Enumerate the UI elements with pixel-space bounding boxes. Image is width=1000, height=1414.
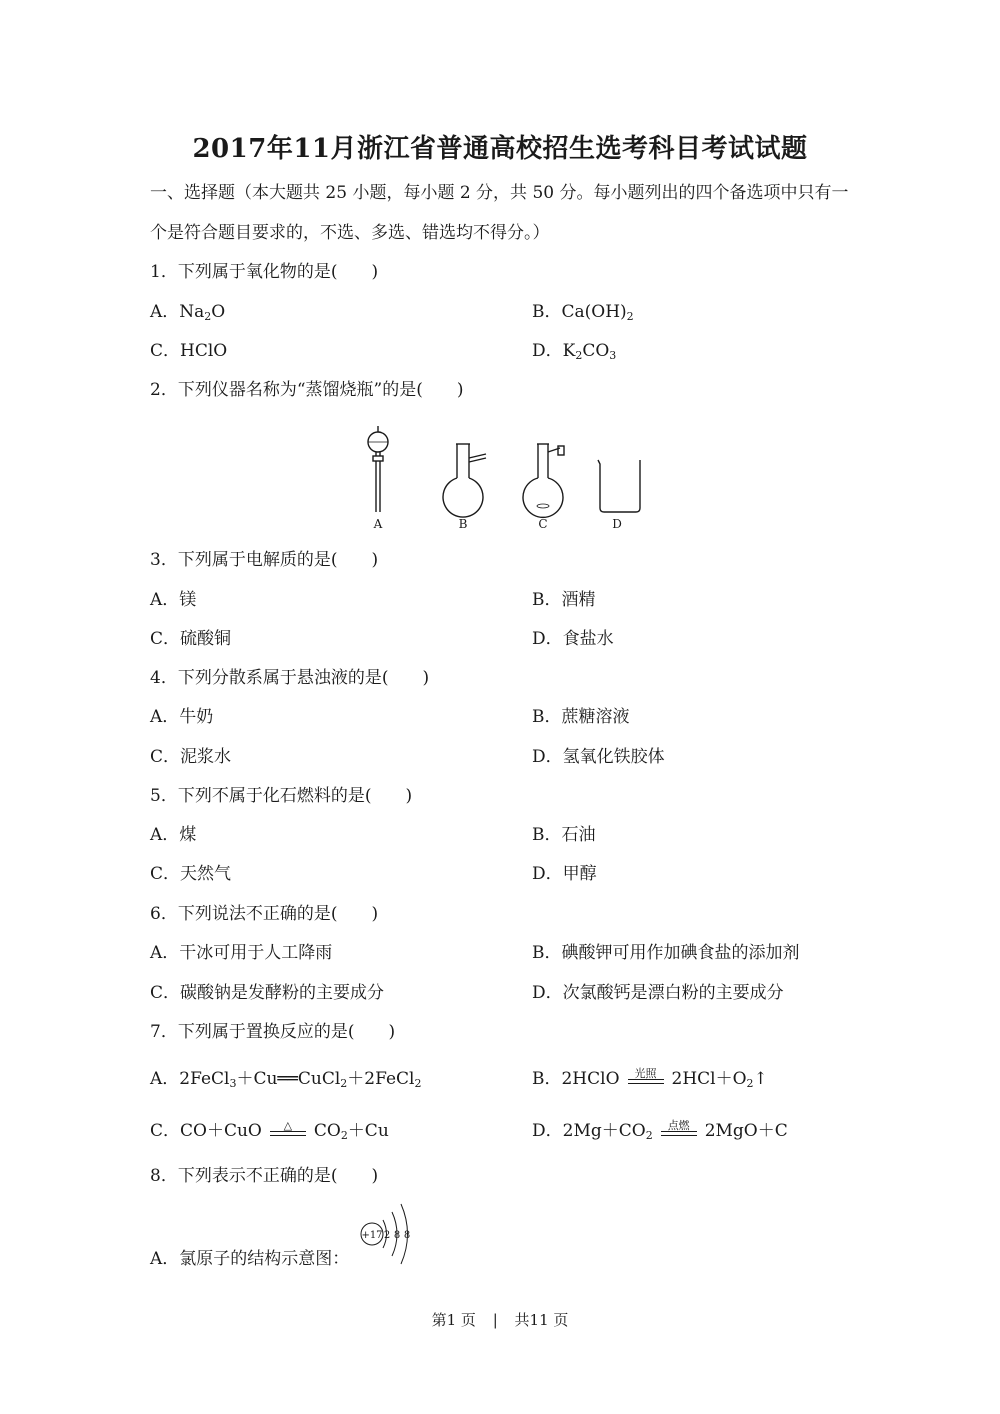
lab-apparatus-figure [340, 420, 670, 520]
question-8-stem: 8．下列表示不正确的是( ) [150, 1166, 379, 1186]
question-8-option-a: A．氯原子的结构示意图： [150, 1249, 350, 1269]
question-6-option-d: D．次氯酸钙是漂白粉的主要成分 [532, 983, 784, 1003]
question-7-option-d: D．$2Mg+CO_2$ 点燃 2MgO＋C [532, 1118, 788, 1142]
question-1-stem: 1．下列属于氧化物的是( ) [150, 262, 379, 282]
apparatus-label-c: C [538, 517, 548, 531]
chlorine-atom-diagram [356, 1198, 422, 1270]
question-1-option-c: C．HClO [150, 341, 228, 361]
separatory-funnel-icon [368, 426, 388, 512]
apparatus-label-b: B [458, 517, 468, 531]
question-5-option-a: A．煤 [150, 825, 197, 845]
question-1-option-a: A．$Na_2O$ [150, 302, 226, 323]
page-total: 共11 页 [514, 1311, 569, 1329]
reaction-condition-ignite: 点燃 [659, 1120, 699, 1144]
question-3-stem: 3．下列属于电解质的是( ) [150, 550, 379, 570]
question-5-option-d: D．甲醇 [532, 864, 597, 884]
question-4-option-b: B．蔗糖溶液 [532, 707, 630, 727]
question-7-stem: 7．下列属于置换反应的是( ) [150, 1022, 396, 1042]
question-5-option-b: B．石油 [532, 825, 596, 845]
page-footer [0, 1309, 1000, 1330]
question-5-stem: 5．下列不属于化石燃料的是( ) [150, 786, 413, 806]
question-3-option-b: B．酒精 [532, 590, 596, 610]
section-intro-line-1: 一、选择题（本大题共 25 小题，每小题 2 分，共 50 分。每小题列出的四个备选项中只有一 [150, 183, 849, 203]
flask-with-stopcock-icon [523, 444, 564, 517]
question-7-option-b: B．2HClO 光照 $2HCl+O_2↑$ [532, 1066, 768, 1090]
question-2-stem: 2．下列仪器名称为“蒸馏烧瓶”的是( ) [150, 380, 464, 400]
reaction-condition-heat: △ [268, 1120, 308, 1144]
question-6-option-a: A．干冰可用于人工降雨 [150, 943, 333, 963]
question-7-option-c: C．CO＋CuO △ $CO_2+Cu$ [150, 1118, 389, 1142]
question-4-stem: 4．下列分散系属于悬浊液的是( ) [150, 668, 430, 688]
distillation-flask-icon [443, 444, 486, 517]
page-number: 第1 页 [431, 1311, 476, 1329]
apparatus-label-a: A [373, 517, 383, 531]
question-6-option-b: B．碘酸钾可用作加碘食盐的添加剂 [532, 943, 800, 963]
nucleus-charge: +17 [361, 1230, 383, 1241]
question-7-option-a: A．2FeCl$_3$＋Cu══CuCl$_2$＋2FeCl$_2$ [150, 1069, 422, 1090]
footer-separator: | [492, 1311, 498, 1329]
question-3-option-d: D．食盐水 [532, 629, 614, 649]
question-4-option-a: A．牛奶 [150, 707, 214, 727]
question-1-option-d: D．$K_2CO_3$ [532, 341, 617, 362]
question-5-option-c: C．天然气 [150, 864, 232, 884]
question-4-option-c: C．泥浆水 [150, 747, 232, 767]
shell-electrons-1: 2 [383, 1230, 391, 1241]
apparatus-label-d: D [612, 517, 622, 531]
section-intro-line-2: 个是符合题目要求的，不选、多选、错选均不得分。） [150, 223, 550, 243]
question-1-option-b: B．$Ca(OH)_2$ [532, 302, 634, 323]
question-6-stem: 6．下列说法不正确的是( ) [150, 904, 379, 924]
question-3-option-c: C．硫酸铜 [150, 629, 232, 649]
exam-title: 2017年11月浙江省普通高校招生选考科目考试试题 [192, 134, 808, 164]
beaker-icon [598, 460, 640, 512]
shell-electrons-3: 8 [403, 1230, 411, 1241]
question-3-option-a: A．镁 [150, 590, 197, 610]
reaction-condition-light: 光照 [626, 1068, 666, 1092]
question-4-option-d: D．氢氧化铁胶体 [532, 747, 665, 767]
question-6-option-c: C．碳酸钠是发酵粉的主要成分 [150, 983, 385, 1003]
shell-electrons-2: 8 [393, 1230, 401, 1241]
